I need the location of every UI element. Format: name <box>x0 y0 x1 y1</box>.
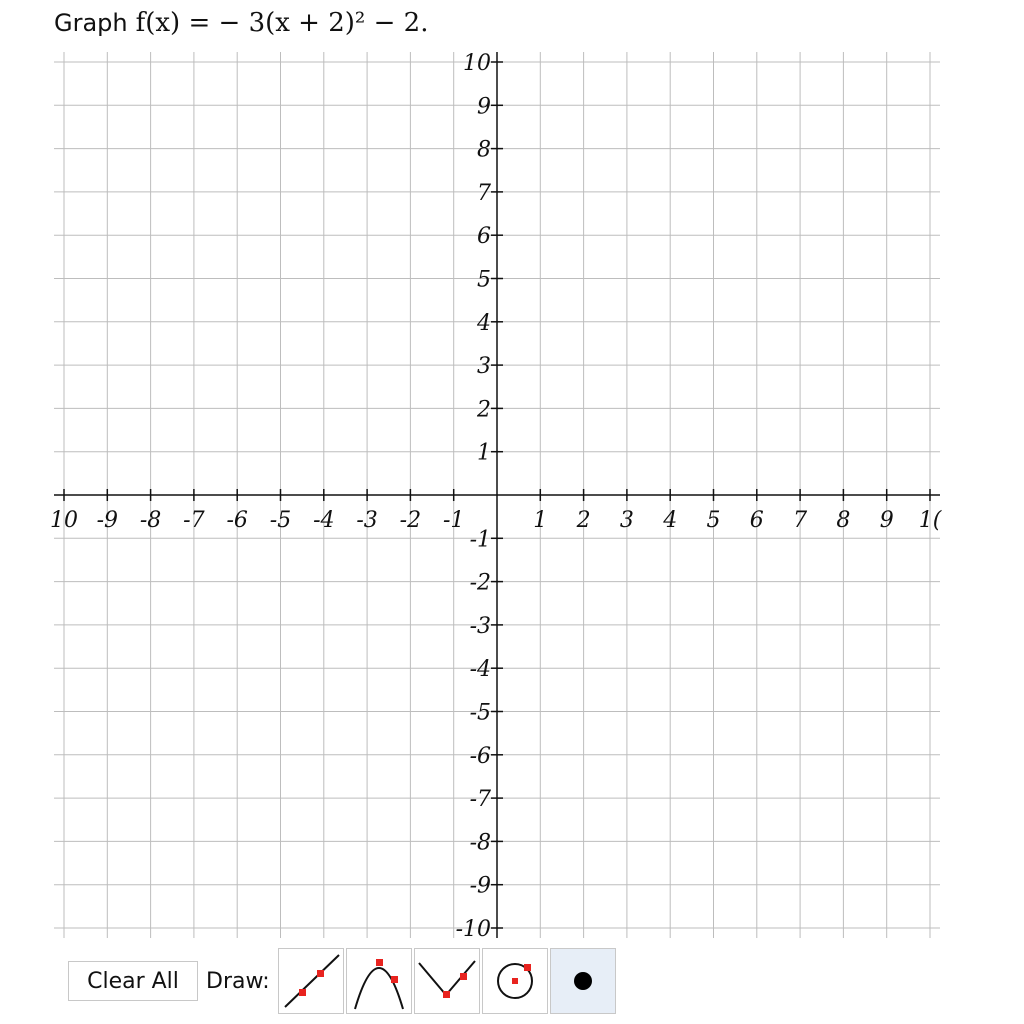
y-tick-label: 9 <box>477 94 491 120</box>
y-tick-label: 6 <box>477 224 491 250</box>
x-tick-label: -5 <box>269 508 292 533</box>
y-tick-label: 2 <box>477 397 491 423</box>
y-tick-label: -5 <box>469 700 491 726</box>
parabola-tool-icon <box>347 949 411 1013</box>
circle-tool-icon <box>483 949 547 1013</box>
point-tool-button[interactable] <box>550 948 616 1014</box>
absolute-value-tool-icon <box>415 949 479 1013</box>
absolute-value-tool-button[interactable] <box>414 948 480 1014</box>
x-tick-label: 7 <box>793 508 808 533</box>
circle-tool-button[interactable] <box>482 948 548 1014</box>
y-tick-label: -8 <box>469 830 491 856</box>
y-tick-label: 5 <box>477 267 491 293</box>
x-tick-label: -9 <box>96 508 119 533</box>
x-tick-label: 3 <box>619 508 634 533</box>
line-tool-icon <box>279 949 343 1013</box>
y-tick-label: -3 <box>469 613 491 639</box>
x-axis-tick-labels <box>50 508 942 533</box>
x-tick-label: -6 <box>226 508 248 533</box>
y-tick-label: -1 <box>469 527 491 553</box>
prompt-lead: Graph <box>54 9 128 37</box>
x-tick-label: -7 <box>183 508 205 533</box>
y-tick-label: -4 <box>469 657 491 683</box>
x-tick-label: -2 <box>399 508 422 533</box>
x-tick-label: 2 <box>576 508 591 533</box>
y-tick-label: 7 <box>477 180 491 206</box>
line-tool-button[interactable] <box>278 948 344 1014</box>
function-expression: f(x) = − 3(x + 2)² − 2. <box>135 8 429 38</box>
x-tick-label: -1 <box>442 508 465 533</box>
x-tick-label: 5 <box>706 508 721 533</box>
y-tick-label: 8 <box>477 137 491 163</box>
y-tick-label: -10 <box>455 917 491 940</box>
clear-all-button[interactable]: Clear All <box>68 961 198 1001</box>
x-tick-label: 1 <box>533 508 548 533</box>
axes <box>54 52 940 938</box>
x-tick-label: -4 <box>313 508 335 533</box>
x-tick-label: 10 <box>50 508 78 533</box>
x-tick-label: 6 <box>749 508 764 533</box>
point-tool-icon <box>551 949 615 1013</box>
y-tick-label: -6 <box>469 743 491 769</box>
parabola-tool-button[interactable] <box>346 948 412 1014</box>
x-tick-label: 1( <box>918 508 942 533</box>
x-tick-label: 4 <box>663 508 678 533</box>
y-tick-label: -7 <box>469 787 491 813</box>
x-tick-label: 8 <box>836 508 851 533</box>
x-tick-label: -8 <box>139 508 162 533</box>
x-tick-label: 9 <box>879 508 894 533</box>
draw-label: Draw: <box>206 968 270 994</box>
y-tick-label: -9 <box>469 873 491 899</box>
y-tick-label: 1 <box>477 440 491 466</box>
y-tick-label: 3 <box>477 354 491 380</box>
graph-toolbar <box>68 948 618 1014</box>
y-tick-label: 10 <box>463 51 491 76</box>
y-tick-label: -2 <box>469 570 491 596</box>
x-tick-label: -3 <box>356 508 378 533</box>
y-tick-label: 4 <box>477 310 491 336</box>
